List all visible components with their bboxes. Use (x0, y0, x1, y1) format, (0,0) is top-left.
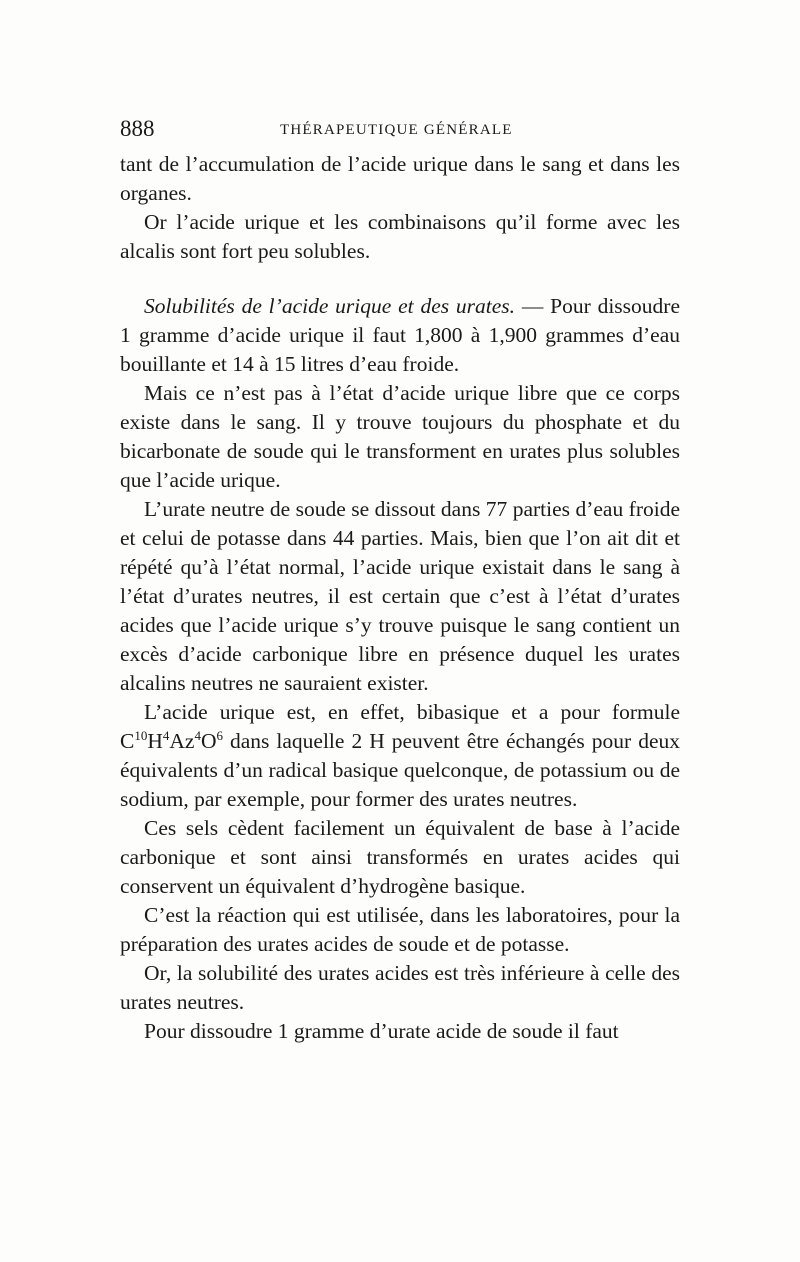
formula-lead-text: L’acide urique est, en effet, bibasique et a pour formule C (120, 700, 680, 753)
paragraph-dissolve: Pour dissoudre 1 gramme d’urate acide de soude il faut (144, 1019, 619, 1043)
section-heading: Solubilités de l’acide urique et des urates. (144, 294, 516, 318)
formula-sup-az: 4 (194, 728, 201, 743)
formula-trail-text: dans laquelle 2 H peuvent être échangés pour deux équivalents d’un radical basique quelconque, de potassium ou de sodium, par exemple, pour former des urates neutres. (120, 729, 680, 811)
body-text (120, 150, 680, 1046)
paragraph-accumulation: tant de l’accumulation de l’acide urique dans le sang et dans les organes. (120, 152, 680, 205)
paragraph-formula (120, 698, 680, 814)
paragraph-acid-urate-solubility: Or, la solubilité des urates acides est très inférieure à celle des urates neutres. (120, 961, 680, 1014)
section-heading-text: — Pour dissoudre 1 gramme d’acide urique il faut 1,800 à 1,900 grammes d’eau bouillante et 14 à 15 litres d’eau froide. (120, 294, 680, 376)
formula-o: O (200, 729, 217, 753)
formula-sup-c: 10 (134, 728, 148, 743)
running-header (120, 114, 680, 144)
running-title: THÉRAPEUTIQUE GÉNÉRALE (280, 122, 513, 138)
paragraph-solubility-intro: Or l’acide urique et les combinaisons qu’il forme avec les alcalis sont fort peu solubles. (120, 210, 680, 263)
formula-sup-h: 4 (162, 728, 170, 743)
paragraph-blood-state: Mais ce n’est pas à l’état d’acide urique libre que ce corps existe dans le sang. Il y trouve toujours du phosphate et du bicarbonate de soude qui le transforment en urates plus solubles que l’acide urique. (120, 381, 680, 492)
formula-sup-o: 6 (216, 728, 223, 743)
paragraph-neutral-urate: L’urate neutre de soude se dissout dans 77 parties d’eau froide et celui de potasse dans 44 parties. Mais, bien que l’on ait dit et répété qu’à l’état normal, l’acide urique existait dans le sang à l’état d’urates neutres, il est certain que c’est à l’état d’urates acides que l’acide urique s’y trouve puisque le sang contient un excès d’acide carbonique libre en présence duquel les urates alcalins neutres ne sauraient exister. (120, 497, 680, 695)
formula-az: Az (169, 729, 195, 753)
paragraph-reaction: C’est la réaction qui est utilisée, dans les laboratoires, pour la préparation des urates acides de soude et de potasse. (120, 903, 680, 956)
formula-h: H (147, 729, 163, 753)
paragraph-solubility-section (120, 292, 680, 379)
paragraph-salts: Ces sels cèdent facilement un équivalent de base à l’acide carbonique et sont ainsi transformés en urates acides qui conservent un équivalent d’hydrogène basique. (120, 816, 680, 898)
page-number: 888 (120, 116, 155, 141)
